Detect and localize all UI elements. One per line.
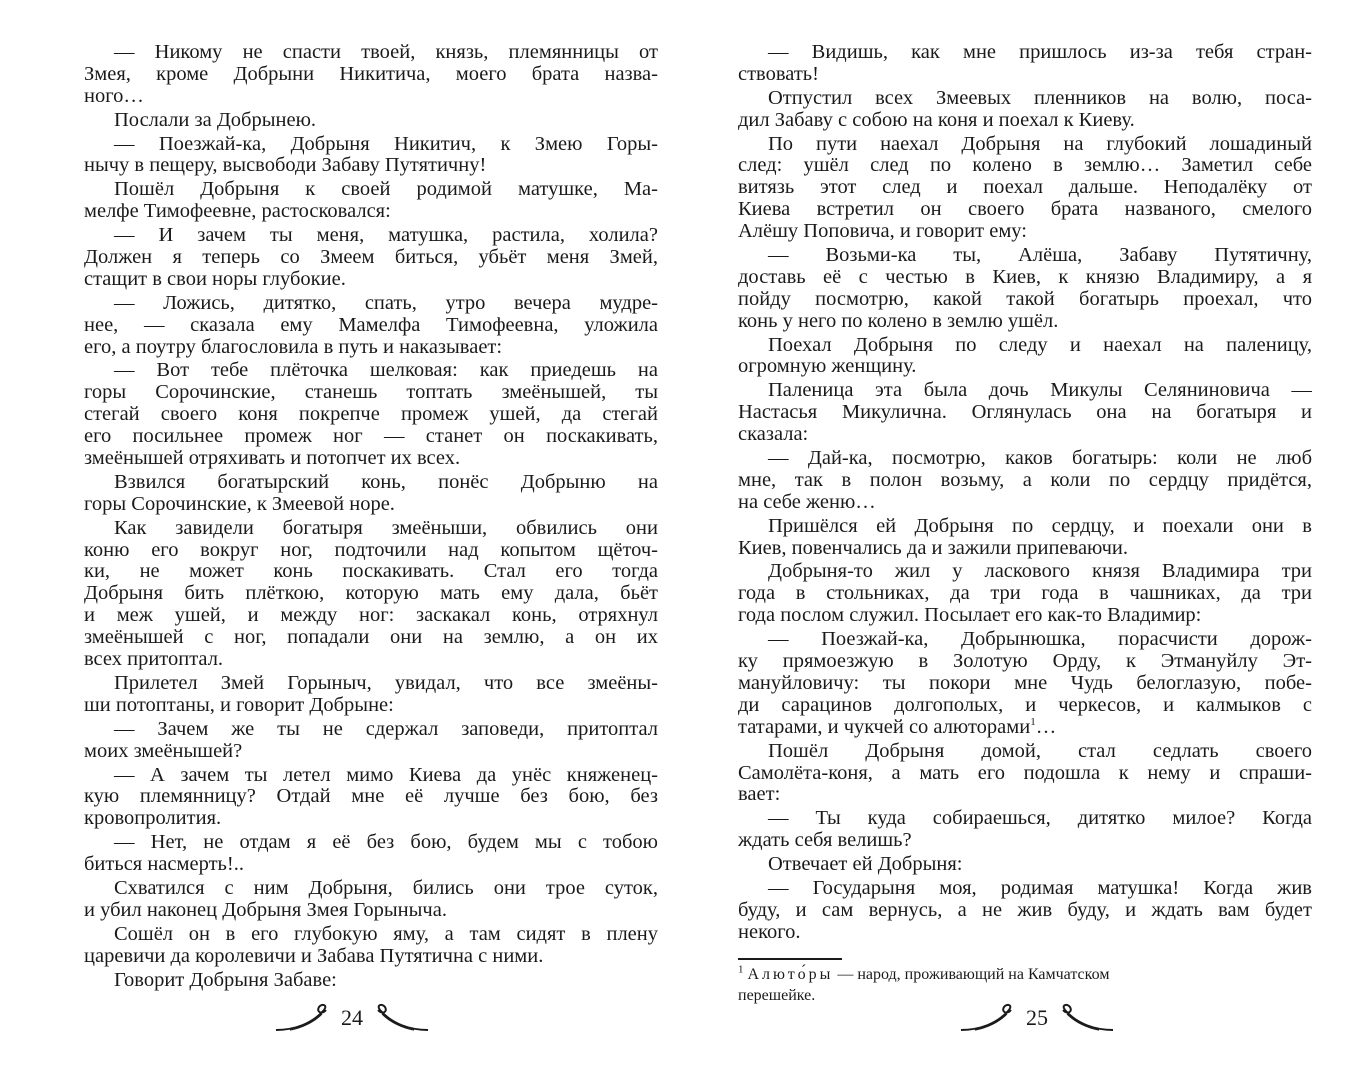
text-line: конь у него по колено в землю ушёл.	[738, 310, 1059, 332]
text-line: — Дай-ка, посмотрю, каков богатырь: коли не люб	[768, 448, 1312, 470]
text-line: стащит в свои норы глубокие.	[84, 268, 346, 290]
footnote-ref: 1	[1030, 716, 1036, 728]
text-line: ного…	[84, 85, 144, 107]
text-line: Должен я теперь со Змеем биться, убьёт меня Змей,	[84, 247, 658, 269]
text-line: ди сарацинов долгополых, и черкесов, и калмыков с	[738, 694, 1312, 716]
text-line: буду, и сам вернусь, а не жив буду, и ждать вам будет	[738, 899, 1312, 921]
text-line: биться насмерть!..	[84, 854, 244, 876]
text-line: — Вот тебе плёточка шелковая: как приедешь на	[114, 360, 658, 382]
text-line: дил Забаву с собою на коня и поехал к Киеву.	[738, 109, 1135, 131]
text-line: пойду посмотрю, какой такой богатырь проехал, что	[738, 288, 1312, 310]
text-line: — Зачем же ты не сдержал заповеди, притоптал	[114, 718, 658, 740]
text-line: ку прямоезжую в Золотую Орду, к Этмануйлу Эт-	[738, 651, 1312, 673]
text-line: Послали за Добрынею.	[114, 109, 317, 131]
text-line: Взвился богатырский конь, понёс Добрыню на	[114, 471, 658, 493]
text-line: Говорит Добрыня Забаве:	[114, 969, 337, 991]
text-line: Пошёл Добрыня домой, стал седлать своего	[768, 740, 1312, 762]
text-line: Схватился с ним Добрыня, бились они трое суток,	[114, 877, 658, 899]
text-line: — Государыня моя, родимая матушка! Когда жив	[768, 877, 1312, 899]
text-line: Сошёл он в его глубокую яму, а там сидят в плену	[114, 923, 658, 945]
text-line: Добрыня-то жил у ласкового князя Владимира три	[768, 561, 1312, 583]
text-line: и убил наконец Добрыня Змея Горыныча.	[84, 899, 447, 921]
text-line: ствовать!	[738, 63, 819, 85]
text-line: ки, не может конь поскакивать. Стал его тогда	[84, 561, 658, 583]
text-line: нее, — сказала ему Мамелфа Тимофеевна, уложила	[84, 314, 658, 336]
text-line: — Никому не спасти твоей, князь, племянницы от	[114, 42, 658, 63]
text-line: — Видишь, как мне пришлось из-за тебя стран-	[768, 42, 1312, 63]
text-line: доставь её с честью в Киев, к князю Владимиру, а я	[738, 266, 1312, 288]
text-line: — Поезжай-ка, Добрыня Никитич, к Змею Горы-	[114, 133, 658, 155]
text-line: — И зачем ты меня, матушка, растила, холила?	[114, 225, 658, 247]
text-line: Настасья Микулична. Оглянулась она на богатыря и	[738, 402, 1312, 424]
footnote-text: — народ, проживающий на Камчатском	[833, 965, 1110, 983]
page-number-right	[957, 1000, 1117, 1040]
text-line: горы Сорочинские, станешь топтать змеёнышей, ты	[84, 382, 658, 404]
text-line: Змея, кроме Добрыни Никитича, моего брата назва-	[84, 63, 658, 85]
page-number: 25	[1026, 1005, 1048, 1030]
text-line: змеёнышей с ног, попадали они на землю, а он их	[84, 627, 658, 649]
page-number: 24	[341, 1005, 363, 1030]
text-line: — Возьми-ка ты, Алёша, Забаву Путятичну,	[768, 245, 1312, 267]
text-line: кровопролития.	[84, 808, 222, 830]
text-line: По пути наехал Добрыня на глубокий лошадиный	[768, 133, 1312, 155]
text-line: огромную женщину.	[738, 356, 917, 378]
text-line: Поехал Добрыня по следу и наехал на паленицу,	[768, 334, 1312, 356]
text-line: моих змеёнышей?	[84, 740, 243, 762]
text-line: татарами, и чукчей со алюторами$^1$…	[738, 716, 1057, 738]
text-line: — Ты куда собираешься, дитятко милое? Когда	[768, 808, 1312, 830]
text-line: Паленица эта была дочь Микулы Селяниновича —	[768, 380, 1312, 402]
text-line: нычу в пещеру, высвободи Забаву Путятичну!	[84, 155, 487, 177]
text-line: — Поезжай-ка, Добрынюшка, порасчисти дорож-	[768, 629, 1312, 651]
page-number-left	[272, 1000, 432, 1040]
text-line: царевичи да королевичи и Забава Путятична с ними.	[84, 945, 544, 967]
footnote-term: Алюто́ры	[747, 965, 834, 983]
footnote	[738, 964, 1312, 985]
text-line: и меж ушей, и между ног: заскакал конь, отряхнул	[84, 605, 658, 627]
footnote-text-continued: перешейке.	[738, 986, 816, 1004]
text-line: кую племянницу? Отдай мне её лучше без бою, без	[84, 786, 658, 808]
text-line: некого.	[738, 921, 801, 943]
text-line: Киева встретил он своего брата названого, смелого	[738, 199, 1312, 221]
text-line: мануйловичу: ты покори мне Чудь белоглазую, побе-	[738, 672, 1312, 694]
text-line: его, а поутру благословила в путь и наказывает:	[84, 336, 503, 358]
text-line: всех притоптал.	[84, 649, 224, 671]
text-line: Добрыня бить плёткою, которую мать ему дала, бьёт	[84, 583, 658, 605]
text-line: витязь этот след и поехал дальше. Неподалёку от	[738, 177, 1312, 199]
text-line: сказала:	[738, 424, 809, 446]
text-line: Пришёлся ей Добрыня по сердцу, и поехали они в	[768, 515, 1312, 537]
text-line: Отвечает ей Добрыня:	[768, 854, 963, 876]
footnote-marker: 1	[738, 963, 744, 976]
text-line: Прилетел Змей Горыныч, увидал, что все змеёны-	[114, 672, 658, 694]
text-line: змеёнышей отряхивать и потопчет их всех.	[84, 448, 461, 470]
text-line: ши потоптаны, и говорит Добрыне:	[84, 694, 394, 716]
text-line: горы Сорочинские, к Змеевой норе.	[84, 493, 395, 515]
right-page	[738, 42, 1312, 1042]
text-line: след: ушёл след по колено в землю… Заметил себе	[738, 155, 1312, 177]
text-line: — А зачем ты летел мимо Киева да унёс княженец-	[114, 764, 658, 786]
text-line: стегай своего коня покрепче промеж ушей, да стегай	[84, 404, 658, 426]
text-line: ждать себя велишь?	[738, 830, 912, 852]
text-line: коню его вокруг ног, подточили над копытом щёточ-	[84, 539, 658, 561]
text-line: года послом служил. Посылает его как-то Владимир:	[738, 605, 1202, 627]
text-line: мелфе Тимофеевне, растосковался:	[84, 201, 391, 223]
text-line: — Ложись, дитятко, спать, утро вечера мудре-	[114, 292, 658, 314]
text-line: Алёшу Поповича, и говорит ему:	[738, 221, 1027, 243]
text-line: года в стольниках, да три года в чашниках, да три	[738, 583, 1312, 605]
text-line: мне, так в полон возьму, а коли по сердцу придётся,	[738, 469, 1312, 491]
text-line: Пошёл Добрыня к своей родимой матушке, Ма-	[114, 179, 658, 201]
text-line: на себе женю…	[738, 491, 876, 513]
footnote-rule	[738, 958, 842, 960]
text-line: — Нет, не отдам я её без бою, будем мы с тобою	[114, 832, 658, 854]
text-line: вает:	[738, 784, 781, 806]
text-line: Отпустил всех Змеевых пленников на волю, поса-	[768, 87, 1312, 109]
text-line: Как завидели богатыря змеёныши, обвились они	[114, 517, 658, 539]
text-line: его посильнее промеж ног — станет он поскакивать,	[84, 426, 658, 448]
text-line: Самолёта-коня, а мать его подошла к нему и спраши-	[738, 762, 1312, 784]
text-line: Киев, повенчались да и зажили припеваючи.	[738, 537, 1129, 559]
left-page	[84, 42, 658, 1042]
